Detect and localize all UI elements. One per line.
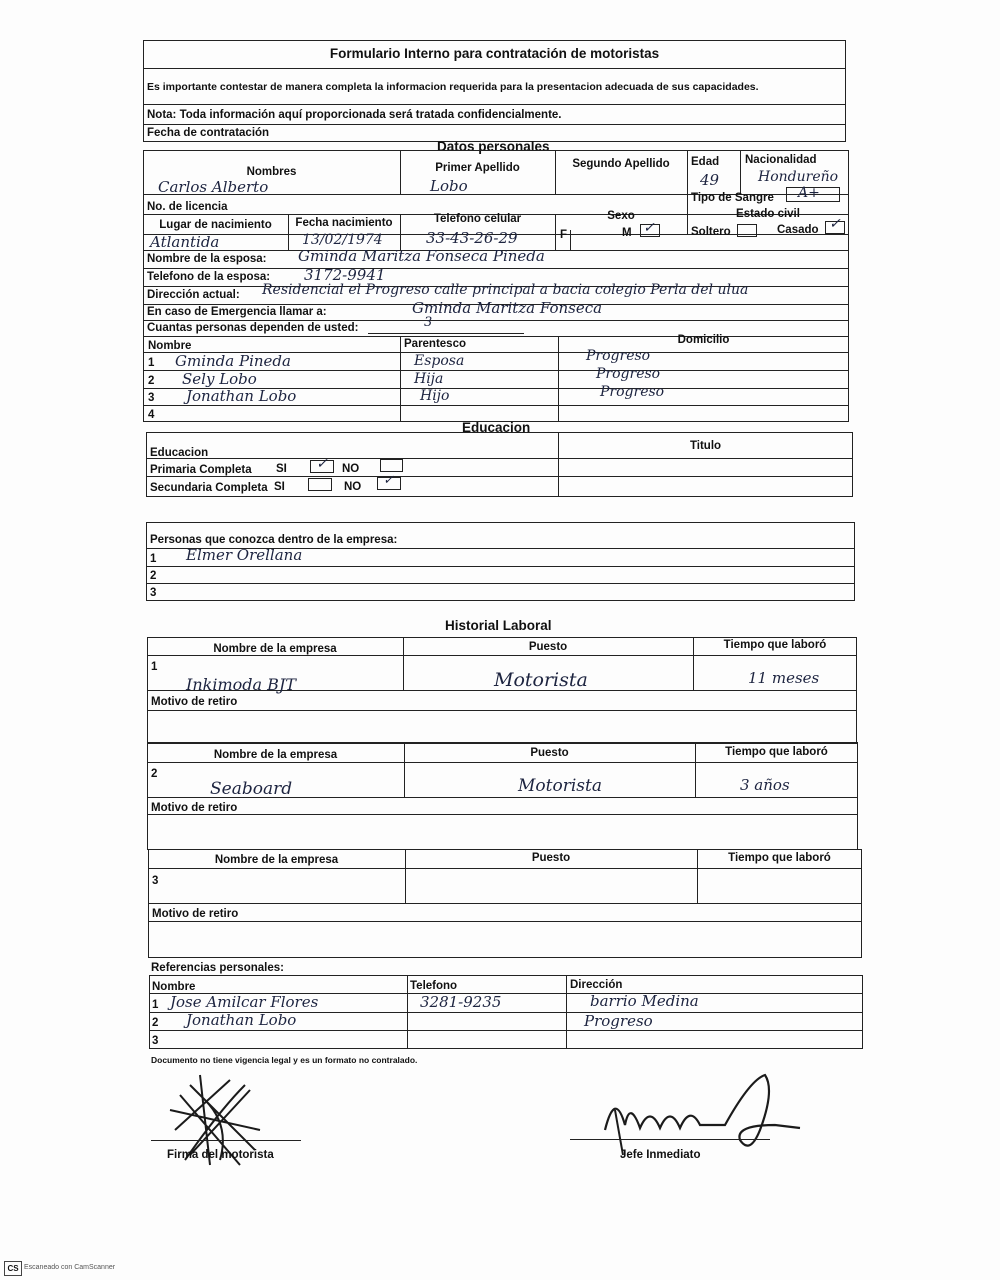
- job-3-tiempo-label: Tiempo que laboró: [728, 852, 831, 864]
- instructions-text: Es importante contestar de manera completa la informacion requerida para la presentacion adecuada de sus capacidades.: [147, 81, 759, 93]
- personal-section-title: Datos personales: [437, 139, 550, 154]
- value-nombres: Carlos Alberto: [158, 178, 269, 196]
- label-sexo: Sexo: [607, 210, 635, 222]
- reference-1-telefono: 3281-9235: [420, 993, 502, 1011]
- label-nacionalidad: Nacionalidad: [745, 154, 817, 166]
- label-domicilio: Domicilio: [677, 334, 730, 346]
- dependent-2-domicilio: Progreso: [596, 366, 661, 382]
- dependent-3-num: 3: [148, 392, 155, 404]
- value-lugar-nacimiento: Atlantida: [150, 233, 220, 251]
- references-telefono-label: Telefono: [410, 980, 458, 992]
- label-licencia: No. de licencia: [147, 201, 228, 213]
- job-3-puesto-label: Puesto: [531, 852, 571, 864]
- value-primer-apellido: Lobo: [430, 177, 468, 195]
- mark-primaria-si: ✓: [316, 456, 328, 472]
- dependent-3-nombre: Jonathan Lobo: [186, 387, 297, 405]
- job-1-tiempo-label: Tiempo que laboró: [723, 639, 827, 651]
- label-telefono-celular: Telefono celular: [433, 213, 522, 225]
- label-segundo-apellido: Segundo Apellido: [572, 158, 670, 170]
- primaria-no-label: NO: [342, 463, 360, 475]
- disclaimer: Documento no tiene vigencia legal y es un formato no contralado.: [151, 1055, 418, 1065]
- value-tipo-sangre: A+: [798, 185, 820, 201]
- value-fecha-nacimiento: 13/02/1974: [302, 232, 383, 248]
- label-nombres: Nombres: [246, 166, 297, 178]
- checkbox-primaria-no[interactable]: [380, 459, 403, 472]
- reference-1-nombre: Jose Amilcar Flores: [170, 993, 319, 1011]
- dependent-2-num: 2: [148, 375, 155, 387]
- label-telefono-esposa: Telefono de la esposa:: [147, 271, 271, 283]
- camscanner-logo: CS: [4, 1261, 22, 1276]
- dependent-1-parentesco: Esposa: [414, 353, 465, 369]
- job-1-puesto: Motorista: [494, 669, 588, 691]
- label-dependientes: Cuantas personas dependen de usted:: [147, 322, 359, 334]
- job-1-empresa: Inkimoda BJT: [186, 675, 296, 694]
- job-1-puesto-label: Puesto: [528, 641, 568, 653]
- label-direccion: Dirección actual:: [147, 289, 240, 301]
- job-3-num: 3: [152, 875, 159, 887]
- job-1-empresa-label: Nombre de la empresa: [213, 643, 337, 655]
- contact-1-num: 1: [150, 553, 157, 565]
- job-2-puesto: Motorista: [518, 776, 602, 796]
- label-primer-apellido: Primer Apellido: [435, 162, 520, 174]
- label-soltero: Soltero: [691, 226, 731, 238]
- firma-motorista-label: Firma del motorista: [167, 1149, 274, 1161]
- mark-casado: ✓: [829, 216, 841, 232]
- reference-1-num: 1: [152, 999, 159, 1011]
- job-1-tiempo: 11 meses: [748, 669, 820, 687]
- label-tipo-sangre: Tipo de Sangre: [691, 192, 774, 204]
- value-esposa: Gminda Maritza Fonseca Pineda: [298, 247, 545, 265]
- label-nombre: Nombre: [148, 340, 192, 352]
- checkbox-secundaria-si[interactable]: [308, 478, 332, 491]
- contact-1-name: Elmer Orellana: [186, 546, 303, 564]
- label-edad: Edad: [691, 156, 720, 168]
- job-1-motivo-label: Motivo de retiro: [151, 696, 238, 708]
- job-3-motivo-label: Motivo de retiro: [152, 908, 239, 920]
- contact-2-num: 2: [150, 570, 157, 582]
- value-emergencia: Gminda Maritza Fonseca: [412, 299, 603, 317]
- value-direccion: Residencial el Progreso calle principal a bacia colegio Perla del ulua: [262, 282, 749, 298]
- label-lugar-nacimiento: Lugar de nacimiento: [159, 219, 272, 231]
- dependent-2-nombre: Sely Lobo: [182, 370, 257, 388]
- form-title: Formulario Interno para contratación de motoristas: [329, 46, 660, 61]
- label-fecha-nacimiento: Fecha nacimiento: [295, 217, 393, 229]
- dependent-1-nombre: Gminda Pineda: [175, 352, 291, 370]
- label-esposa: Nombre de la esposa:: [147, 253, 267, 265]
- reference-1-direccion: barrio Medina: [590, 992, 699, 1010]
- reference-3-num: 3: [152, 1035, 159, 1047]
- contact-3-num: 3: [150, 587, 157, 599]
- education-section-title: Educacion: [462, 420, 531, 435]
- jefe-inmediato-label: Jefe Inmediato: [620, 1149, 701, 1161]
- label-sexo-m: M: [622, 227, 632, 239]
- education-label: Educacion: [150, 447, 209, 459]
- label-sexo-f: F: [560, 229, 568, 241]
- value-nacionalidad: Hondureño: [758, 169, 839, 185]
- dependent-3-domicilio: Progreso: [600, 384, 665, 400]
- label-parentesco: Parentesco: [404, 338, 467, 350]
- job-1-num: 1: [151, 661, 158, 673]
- job-2-num: 2: [151, 768, 158, 780]
- value-edad: 49: [700, 171, 720, 189]
- reference-2-num: 2: [152, 1017, 159, 1029]
- job-2-motivo-label: Motivo de retiro: [151, 802, 238, 814]
- dependent-1-domicilio: Progreso: [586, 348, 651, 364]
- value-telefono-esposa: 3172-9941: [304, 266, 386, 284]
- mark-sexo-m: ✓: [643, 220, 655, 236]
- label-casado: Casado: [777, 224, 819, 236]
- references-nombre-label: Nombre: [152, 981, 196, 993]
- education-titulo-label: Titulo: [689, 440, 722, 452]
- secundaria-si-label: SI: [274, 481, 285, 493]
- primaria-label: Primaria Completa: [150, 464, 252, 476]
- scanner-watermark: Escaneado con CamScanner: [24, 1264, 116, 1271]
- primaria-si-label: SI: [276, 463, 287, 475]
- job-2-empresa-label: Nombre de la empresa: [213, 749, 338, 761]
- secundaria-no-label: NO: [344, 481, 362, 493]
- work-section-title: Historial Laboral: [445, 618, 552, 633]
- hire-date-label: Fecha de contratación: [147, 127, 270, 139]
- references-label: Referencias personales:: [151, 962, 284, 974]
- reference-2-direccion: Progreso: [584, 1012, 653, 1030]
- mark-secundaria-no: ✓: [383, 473, 394, 488]
- job-3-empresa-label: Nombre de la empresa: [214, 854, 339, 866]
- jefe-signature: [575, 1070, 805, 1160]
- value-dependientes: 3: [424, 315, 433, 330]
- reference-2-nombre: Jonathan Lobo: [186, 1011, 297, 1029]
- dependent-2-parentesco: Hija: [414, 371, 444, 387]
- job-2-empresa: Seaboard: [210, 779, 293, 799]
- job-2-tiempo-label: Tiempo que laboró: [725, 746, 828, 758]
- references-direccion-label: Dirección: [570, 979, 623, 991]
- checkbox-soltero[interactable]: [737, 224, 757, 237]
- value-telefono-celular: 33-43-26-29: [426, 229, 518, 247]
- label-emergencia: En caso de Emergencia llamar a:: [147, 306, 327, 318]
- job-2-puesto-label: Puesto: [530, 747, 569, 759]
- dependent-3-parentesco: Hijo: [420, 388, 450, 404]
- secundaria-label: Secundaria Completa: [150, 482, 268, 494]
- job-2-tiempo: 3 años: [740, 776, 790, 794]
- dependent-4-num: 4: [148, 409, 155, 421]
- contacts-label: Personas que conozca dentro de la empresa:: [150, 534, 398, 546]
- label-estado-civil: Estado civil: [736, 208, 800, 220]
- confidential-note: Nota: Toda información aquí proporcionada será tratada confidencialmente.: [147, 109, 562, 121]
- dependent-1-num: 1: [148, 357, 155, 369]
